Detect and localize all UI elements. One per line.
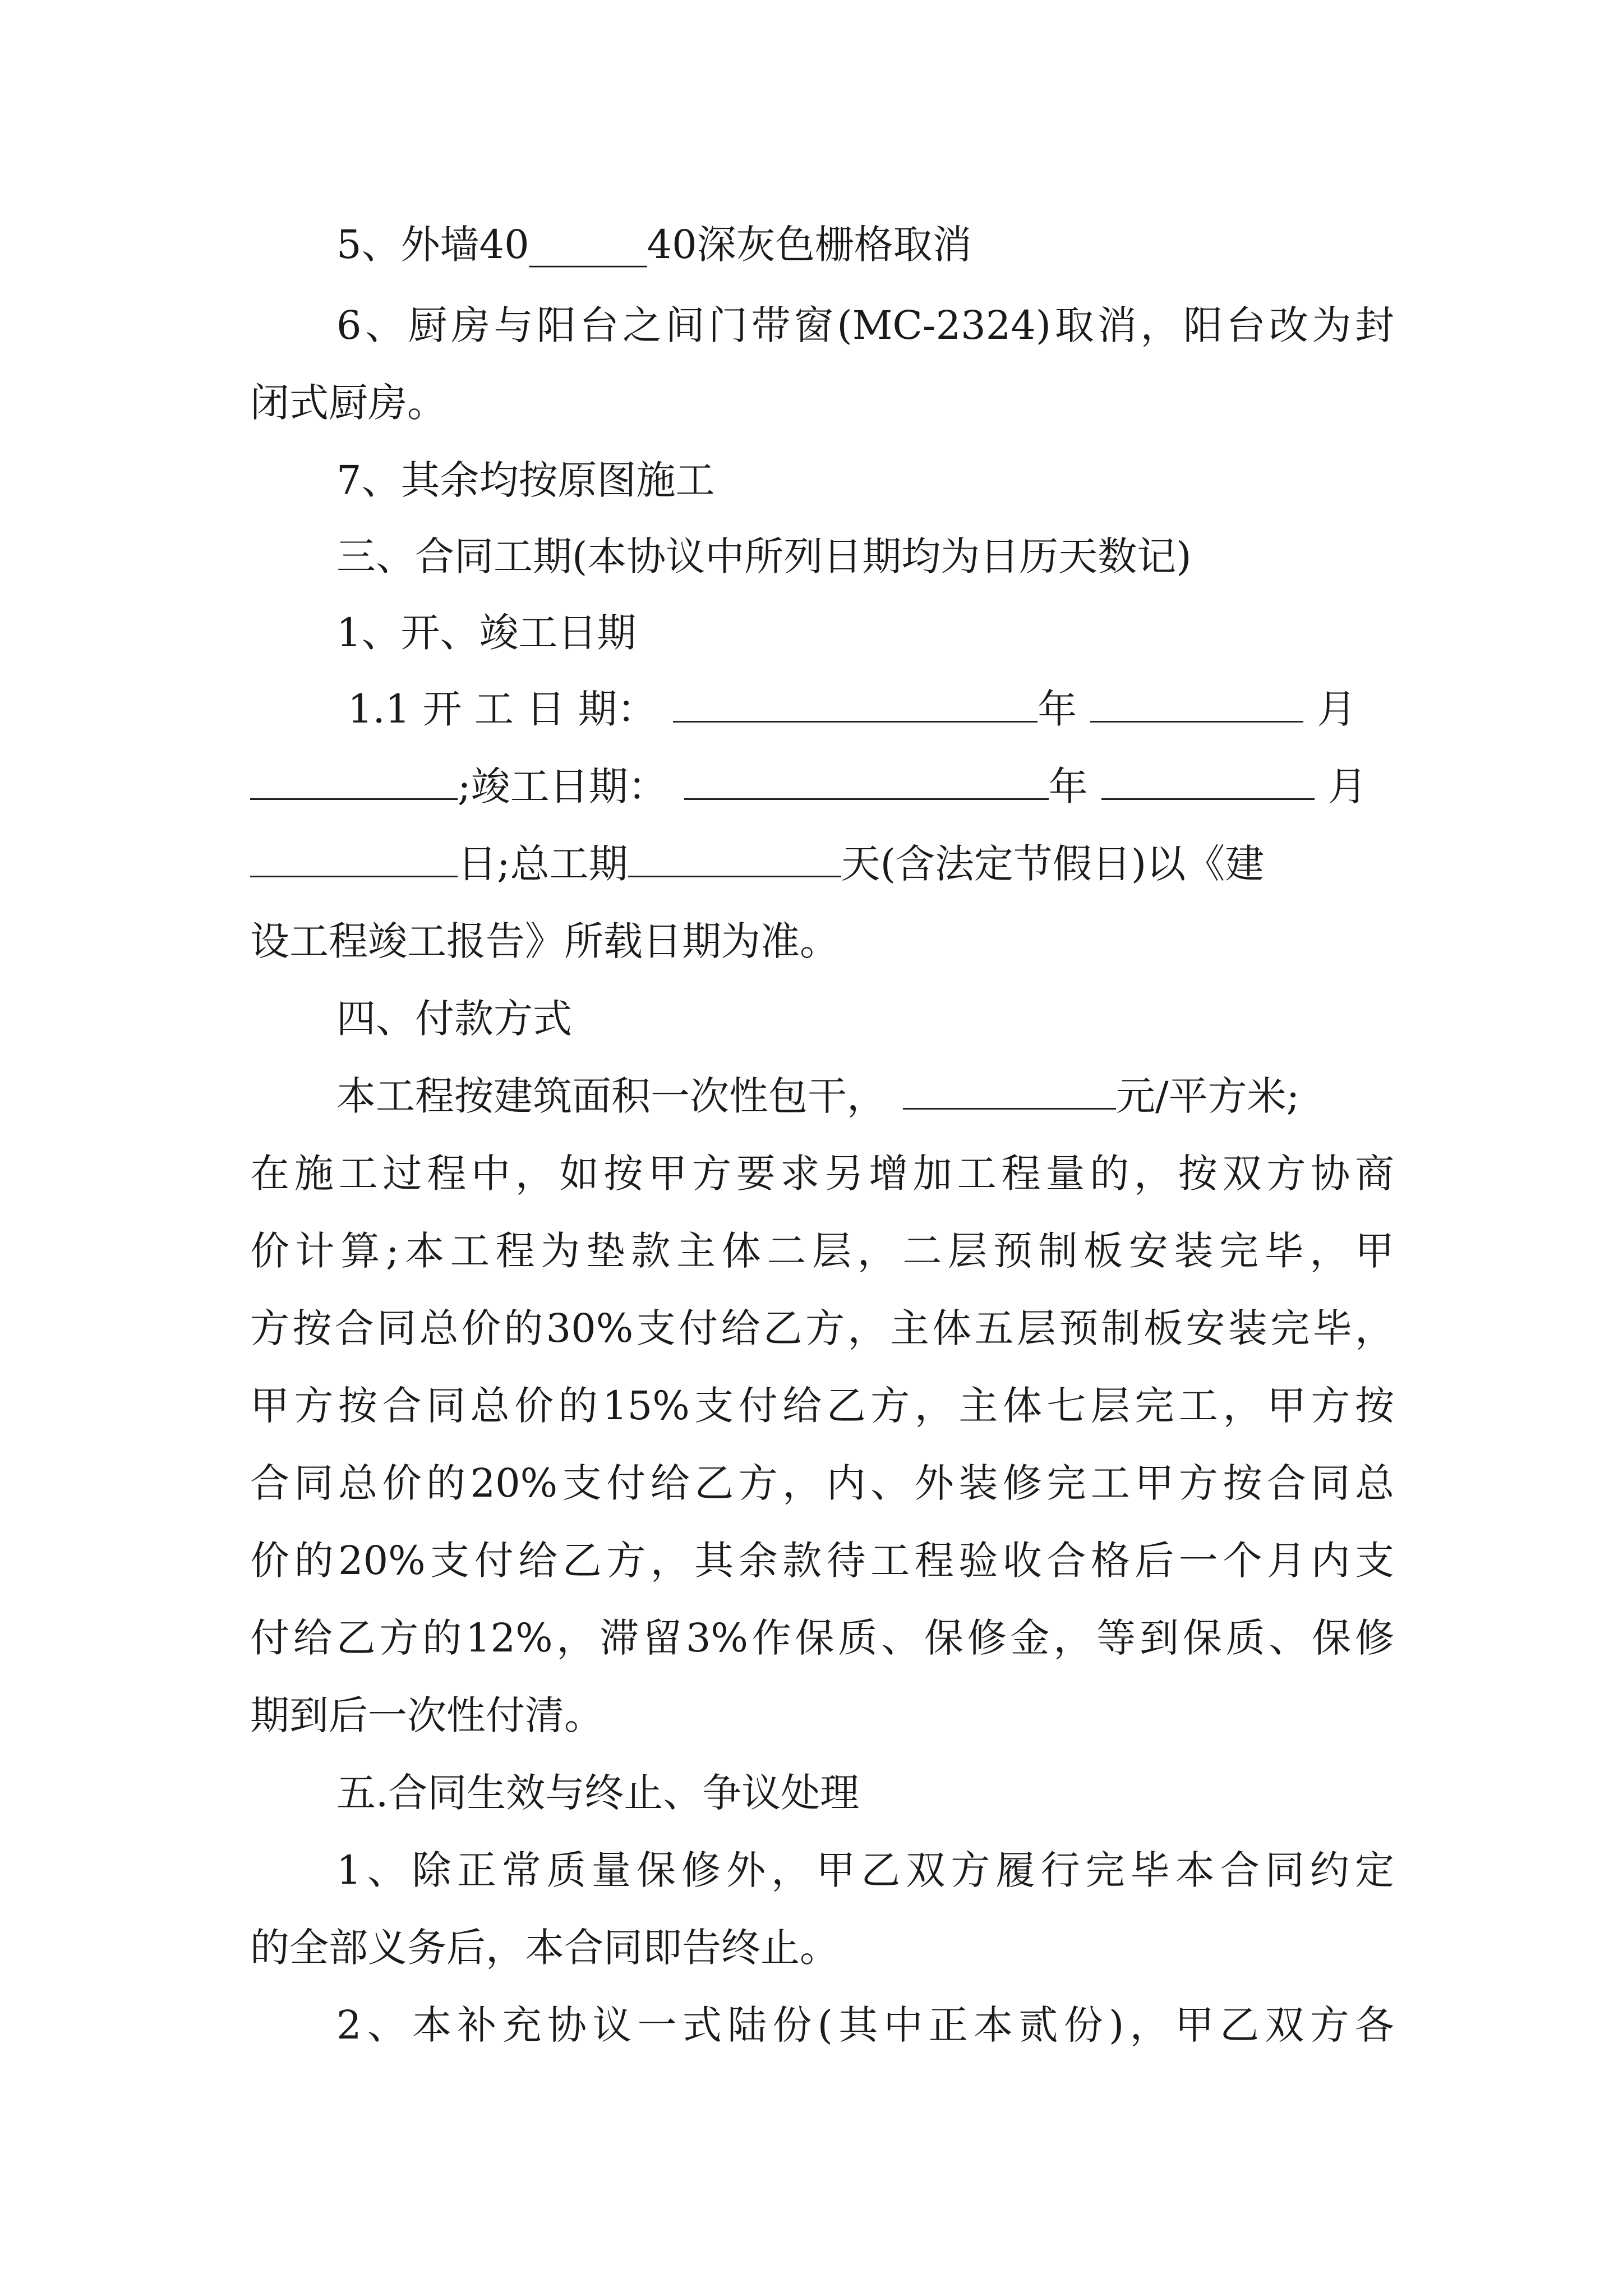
- payment-line-5: 甲方按合同总价的15%支付给乙方，主体七层完工，甲方按: [250, 1383, 1394, 1429]
- completion-date-label: ;竣工日期：: [458, 763, 667, 809]
- duration-line: [250, 837, 1394, 891]
- copies-line: 2、本补充协议一式陆份(其中正本贰份)，甲乙双方各: [336, 2002, 1394, 2048]
- start-year-blank[interactable]: [673, 686, 1038, 723]
- completion-day-blank[interactable]: [250, 841, 458, 877]
- start-date-line: [348, 682, 1405, 736]
- start-day-blank[interactable]: [250, 763, 458, 800]
- payment-line-2: 在施工过程中，如按甲方要求另增加工程量的，按双方协商: [250, 1151, 1394, 1197]
- total-duration-label: 日;总工期: [458, 841, 628, 887]
- item-6-continuation: 闭式厨房。: [250, 380, 446, 426]
- termination-line-1: 1、除正常质量保修外，甲乙双方履行完毕本合同约定: [336, 1847, 1394, 1893]
- year-label-2: 年: [1048, 763, 1088, 809]
- payment-line-4: 方按合同总价的30%支付给乙方，主体五层预制板安装完毕，: [250, 1305, 1394, 1351]
- payment-line-1: 本工程按建筑面积一次性包干， 元/平方米;: [336, 1073, 1300, 1119]
- payment-line-9: 期到后一次性付清。: [250, 1692, 603, 1738]
- section-3-heading: 三、合同工期(本协议中所列日期均为日历天数记): [336, 533, 1192, 579]
- start-date-label: 1.1 开 工 日 期：: [348, 686, 657, 732]
- month-label-2: 月: [1327, 763, 1367, 809]
- item-6-text: 6、厨房与阳台之间门带窗(MC-2324)取消，阳台改为封: [336, 302, 1394, 348]
- completion-year-blank[interactable]: [684, 763, 1049, 800]
- section-4-heading: 四、付款方式: [336, 996, 572, 1042]
- item-7-text: 7、其余均按原图施工: [336, 457, 715, 503]
- section-5-heading: 五.合同生效与终止、争议处理: [336, 1770, 860, 1816]
- payment-line-3: 价计算;本工程为垫款主体二层，二层预制板安装完毕，甲: [250, 1228, 1394, 1274]
- payment-line-8: 付给乙方的12%，滞留3%作保质、保修金，等到保质、保修: [250, 1615, 1394, 1661]
- month-label: 月: [1317, 686, 1357, 732]
- year-label: 年: [1038, 686, 1077, 732]
- subsection-1-heading: 1、开、竣工日期: [336, 610, 637, 656]
- payment-line-6: 合同总价的20%支付给乙方，内、外装修完工甲方按合同总: [250, 1460, 1394, 1506]
- total-days-blank[interactable]: [628, 841, 841, 877]
- item-5-text: 5、外墙40______40深灰色栅格取消: [336, 222, 972, 268]
- completion-date-line: [250, 760, 1394, 813]
- duration-continuation: 设工程竣工报告》所载日期为准。: [250, 918, 839, 964]
- completion-month-blank[interactable]: [1101, 763, 1315, 800]
- termination-line-2: 的全部义务后，本合同即告终止。: [250, 1925, 839, 1971]
- payment-line-7: 价的20%支付给乙方，其余款待工程验收合格后一个月内支: [250, 1538, 1394, 1584]
- duration-suffix: 天(含法定节假日)以《建: [841, 841, 1265, 887]
- unit-price-blank[interactable]: [903, 1073, 1116, 1110]
- start-month-blank[interactable]: [1090, 686, 1303, 723]
